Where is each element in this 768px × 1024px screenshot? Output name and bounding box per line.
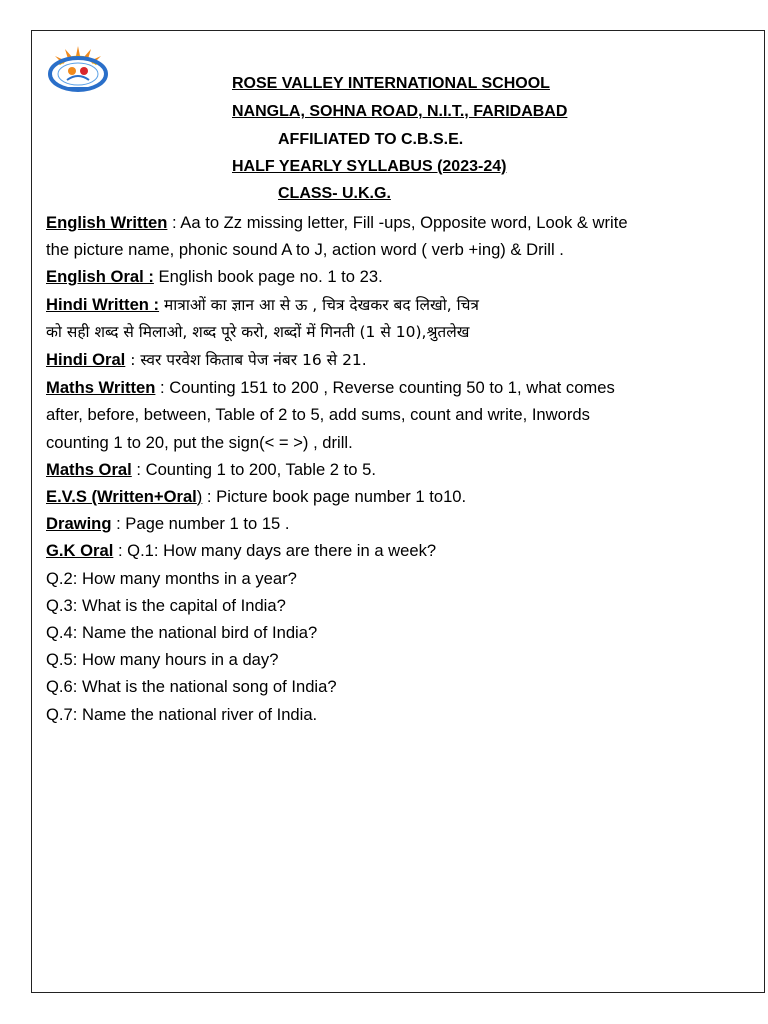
class-title: CLASS- U.K.G. bbox=[278, 185, 391, 202]
drawing-line: Drawing : Page number 1 to 15 . bbox=[46, 514, 290, 534]
maths-oral-line: Maths Oral : Counting 1 to 200, Table 2 to 5. bbox=[46, 459, 376, 479]
gk-oral-label: G.K Oral bbox=[46, 541, 114, 561]
evs-line: E.V.S (Written+Oral) : Picture book page number 1 to10. bbox=[46, 487, 467, 507]
syllabus-content bbox=[46, 209, 746, 728]
hindi-oral-line: Hindi Oral : स्वर परवेश किताब पेज नंबर 16 से 21. bbox=[46, 350, 367, 370]
gk-question: Q.4: Name the national bird of India? bbox=[46, 623, 318, 643]
drawing-label: Drawing bbox=[46, 514, 112, 534]
english-written-label: English Written bbox=[46, 213, 168, 232]
english-oral-label: English Oral : bbox=[46, 267, 154, 287]
gk-question: Q.7: Name the national river of India. bbox=[46, 704, 318, 724]
exam-title: HALF YEARLY SYLLABUS (2023-24) bbox=[232, 158, 507, 175]
maths-written-line-3: counting 1 to 20, put the sign(< = >) , drill. bbox=[46, 432, 353, 452]
hindi-written-label: Hindi Written : bbox=[46, 294, 160, 314]
maths-written-line-2: after, before, between, Table of 2 to 5, add sums, count and write, Inwords bbox=[46, 405, 590, 425]
english-written-line-2: the picture name, phonic sound A to J, action word ( verb +ing) & Drill . bbox=[46, 240, 564, 260]
gk-question: Q.2: How many months in a year? bbox=[46, 568, 297, 588]
hindi-oral-label: Hindi Oral bbox=[46, 350, 126, 370]
school-logo bbox=[45, 42, 111, 92]
gk-question: Q.6: What is the national song of India? bbox=[46, 677, 337, 697]
english-written-line-1: English Written : Aa to Zz missing letter, Fill -ups, Opposite word, Look & write bbox=[46, 213, 628, 232]
affiliation: AFFILIATED TO C.B.S.E. bbox=[278, 131, 464, 148]
maths-written-line-1: Maths Written : Counting 151 to 200 , Reverse counting 50 to 1, what comes bbox=[46, 378, 615, 398]
hindi-written-line-1: Hindi Written : मात्राओं का ज्ञान आ से ऊ , चित्र देखकर बद लिखो, चित्र bbox=[46, 294, 479, 314]
english-oral-line: English Oral : English book page no. 1 to 23. bbox=[46, 267, 383, 287]
gk-oral-line: G.K Oral : Q.1: How many days are there in a week? bbox=[46, 541, 437, 561]
gk-question: Q.3: What is the capital of India? bbox=[46, 595, 286, 615]
evs-label: E.V.S (Written+Oral bbox=[46, 487, 197, 507]
gk-question: Q.5: How many hours in a day? bbox=[46, 650, 279, 670]
maths-oral-label: Maths Oral bbox=[46, 459, 132, 479]
maths-written-label: Maths Written bbox=[46, 378, 156, 398]
hindi-written-line-2: को सही शब्द से मिलाओ, शब्द पूरे करो, शब्दों में गिनती (1 से 10),श्रुतलेख bbox=[46, 322, 470, 341]
school-name: ROSE VALLEY INTERNATIONAL SCHOOL bbox=[232, 75, 550, 92]
school-address: NANGLA, SOHNA ROAD, N.I.T., FARIDABAD bbox=[232, 103, 568, 120]
